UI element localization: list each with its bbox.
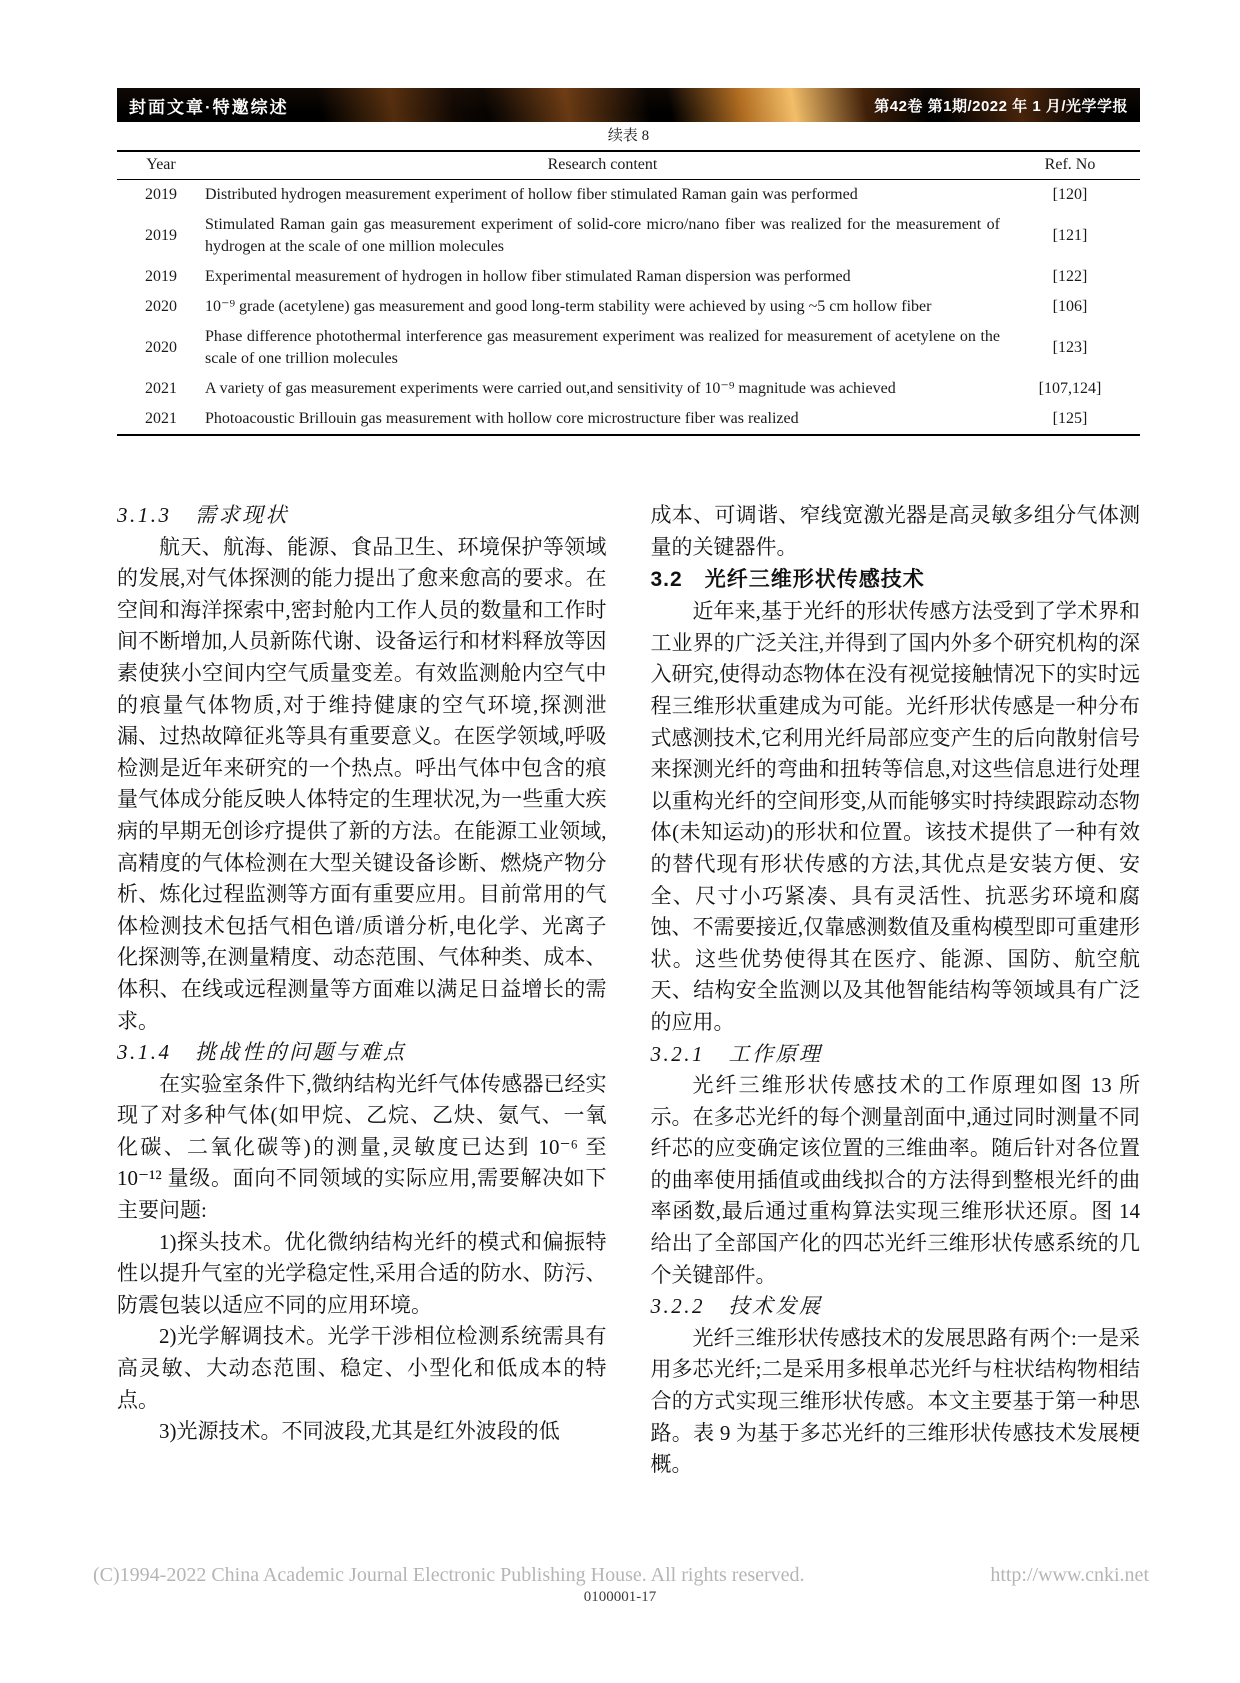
year-cell: 2020 (145, 339, 177, 356)
col-header-ref: Ref. No (1000, 151, 1140, 180)
paragraph: 光纤三维形状传感技术的工作原理如图 13 所示。在多芯光纤的每个测量剖面中,通过同时测量不同纤芯的应变确定该位置的三维曲率。随后针对各位置的曲率使用插值或曲线拟合的方法得到整根光纤的曲率函数,最后通过重构算法实现三维形状还原。图 14 给出了全部国产化的四芯光纤三维形状传感系统的几个关键部件。 (650, 1073, 1140, 1287)
copyright-footer (93, 1564, 1149, 1587)
ref-cell: [122] (1052, 268, 1088, 285)
research-table (117, 150, 1140, 436)
paragraph: 在实验室条件下,微纳结构光纤气体传感器已经实现了对多种气体(如甲烷、乙烷、乙炔、氨气、一氧化碳、二氧化碳等)的测量,灵敏度已达到 10⁻⁶ 至 10⁻¹² 量级。面向不同领域的实际应用,需要解决如下主要问题: (117, 1071, 607, 1223)
ref-cell: [120] (1052, 186, 1088, 203)
paragraph-continued: 成本、可调谐、窄线宽激光器是高灵敏多组分气体测量的关键器件。 (650, 503, 1140, 559)
year-cell: 2019 (145, 227, 177, 244)
page-header-banner (117, 88, 1140, 122)
table-row (117, 292, 1140, 322)
year-cell: 2021 (145, 410, 177, 427)
cnki-link[interactable]: http://www.cnki.net (990, 1564, 1149, 1586)
section-heading-32: 3.2 光纤三维形状传感技术 (650, 568, 925, 592)
content-cell: Photoacoustic Brillouin gas measurement with hollow core microstructure fiber was realized (205, 410, 799, 427)
left-column (117, 500, 607, 1481)
ref-cell: [123] (1052, 339, 1088, 356)
ref-cell: [121] (1052, 227, 1088, 244)
table-caption: 续表 8 (607, 128, 650, 144)
section-heading-314: 3.1.4 挑战性的问题与难点 (117, 1040, 407, 1065)
paragraph: 光纤三维形状传感技术的发展思路有两个:一是采用多芯光纤;二是采用多根单芯光纤与柱状结构物相结合的方式实现三维形状传感。本文主要基于第一种思路。表 9 为基于多芯光纤的三维形状传感技术发展梗概。 (650, 1325, 1140, 1477)
table-row (117, 322, 1140, 374)
table-header-row (117, 151, 1140, 180)
col-header-content: Research content (205, 151, 1000, 180)
content-cell: 10⁻⁹ grade (acetylene) gas measurement and good long-term stability were achieved by using ~5 cm hollow fiber (205, 298, 932, 315)
table-row (117, 374, 1140, 404)
journal-issue-label: 第42卷 第1期/2022 年 1 月/光学学报 (874, 97, 1128, 115)
table-row (117, 210, 1140, 262)
ref-cell: [125] (1052, 410, 1088, 427)
content-cell: Distributed hydrogen measurement experiment of hollow fiber stimulated Raman gain was performed (205, 186, 858, 203)
section-heading-322: 3.2.2 技术发展 (650, 1294, 823, 1319)
list-item-2: 2)光学解调技术。光学干涉相位检测系统需具有高灵敏、大动态范围、稳定、小型化和低成本的特点。 (117, 1324, 607, 1412)
col-header-year: Year (117, 151, 205, 180)
ref-cell: [107,124] (1038, 380, 1102, 397)
list-item-1: 1)探头技术。优化微纳结构光纤的模式和偏振特性以提升气室的光学稳定性,采用合适的防水、防污、防震包装以适应不同的应用环境。 (117, 1229, 607, 1317)
year-cell: 2019 (145, 186, 177, 203)
year-cell: 2020 (145, 298, 177, 315)
ref-cell: [106] (1052, 298, 1088, 315)
content-cell: A variety of gas measurement experiments were carried out,and sensitivity of 10⁻⁹ magnitude was achieved (205, 380, 896, 397)
copyright-text: (C)1994-2022 China Academic Journal Electronic Publishing House. All rights reserved. (93, 1564, 805, 1586)
continued-table-section (117, 124, 1140, 436)
content-cell: Stimulated Raman gain gas measurement experiment of solid-core micro/nano fiber was realized for the measurement of hydrogen at the scale of one million molecules (205, 216, 1000, 255)
paragraph: 航天、航海、能源、食品卫生、环境保护等领域的发展,对气体探测的能力提出了愈来愈高的要求。在空间和海洋探索中,密封舱内工作人员的数量和工作时间不断增加,人员新陈代谢、设备运行和材料释放等因素使狭小空间内空气质量变差。有效监测舱内空气中的痕量气体物质,对于维持健康的空气环境,探测泄漏、过热故障征兆等具有重要意义。在医学领域,呼吸检测是近年来研究的一个热点。呼出气体中包含的痕量气体成分能反映人体特定的生理状况,为一些重大疾病的早期无创诊疗提供了新的方法。在能源工业领域,高精度的气体检测在大型关键设备诊断、燃烧产物分析、炼化过程监测等方面有重要应用。目前常用的气体检测技术包括气相色谱/质谱分析,电化学、光离子化探测等,在测量精度、动态范围、气体种类、成本、体积、在线或远程测量等方面难以满足日益增长的需求。 (117, 534, 607, 1033)
year-cell: 2019 (145, 268, 177, 285)
paragraph: 近年来,基于光纤的形状传感方法受到了学术界和工业界的广泛关注,并得到了国内外多个研究机构的深入研究,使得动态物体在没有视觉接触情况下的实时远程三维形状重建成为可能。光纤形状传感是一种分布式感测技术,它利用光纤局部应变产生的后向散射信号来探测光纤的弯曲和扭转等信息,对这些信息进行处理以重构光纤的空间形变,从而能够实时持续跟踪动态物体(未知运动)的形状和位置。该技术提供了一种有效的替代现有形状传感的方法,其优点是安装方便、安全、尺寸小巧紧凑、具有灵活性、抗恶劣环境和腐蚀、不需要接近,仅靠感测数值及重构模型即可重建形状。这些优势使得其在医疗、能源、国防、航空航天、结构安全监测以及其他智能结构等领域具有广泛的应用。 (650, 599, 1140, 1034)
list-item-3: 3)光源技术。不同波段,尤其是红外波段的低 (159, 1419, 560, 1444)
table-row (117, 180, 1140, 211)
section-heading-313: 3.1.3 需求现状 (117, 503, 289, 527)
table-row (117, 404, 1140, 435)
content-cell: Phase difference photothermal interference gas measurement experiment was realized for measurement of acetylene on the scale of one trillion molecules (205, 328, 1000, 367)
column-category-label: 封面文章·特邀综述 (129, 97, 289, 117)
year-cell: 2021 (145, 380, 177, 397)
content-cell: Experimental measurement of hydrogen in hollow fiber stimulated Raman dispersion was performed (205, 268, 851, 285)
table-row (117, 262, 1140, 292)
body-text (117, 500, 1140, 1481)
section-heading-321: 3.2.1 工作原理 (650, 1041, 823, 1066)
right-column (651, 500, 1141, 1481)
page-number: 0100001-17 (583, 1589, 657, 1605)
